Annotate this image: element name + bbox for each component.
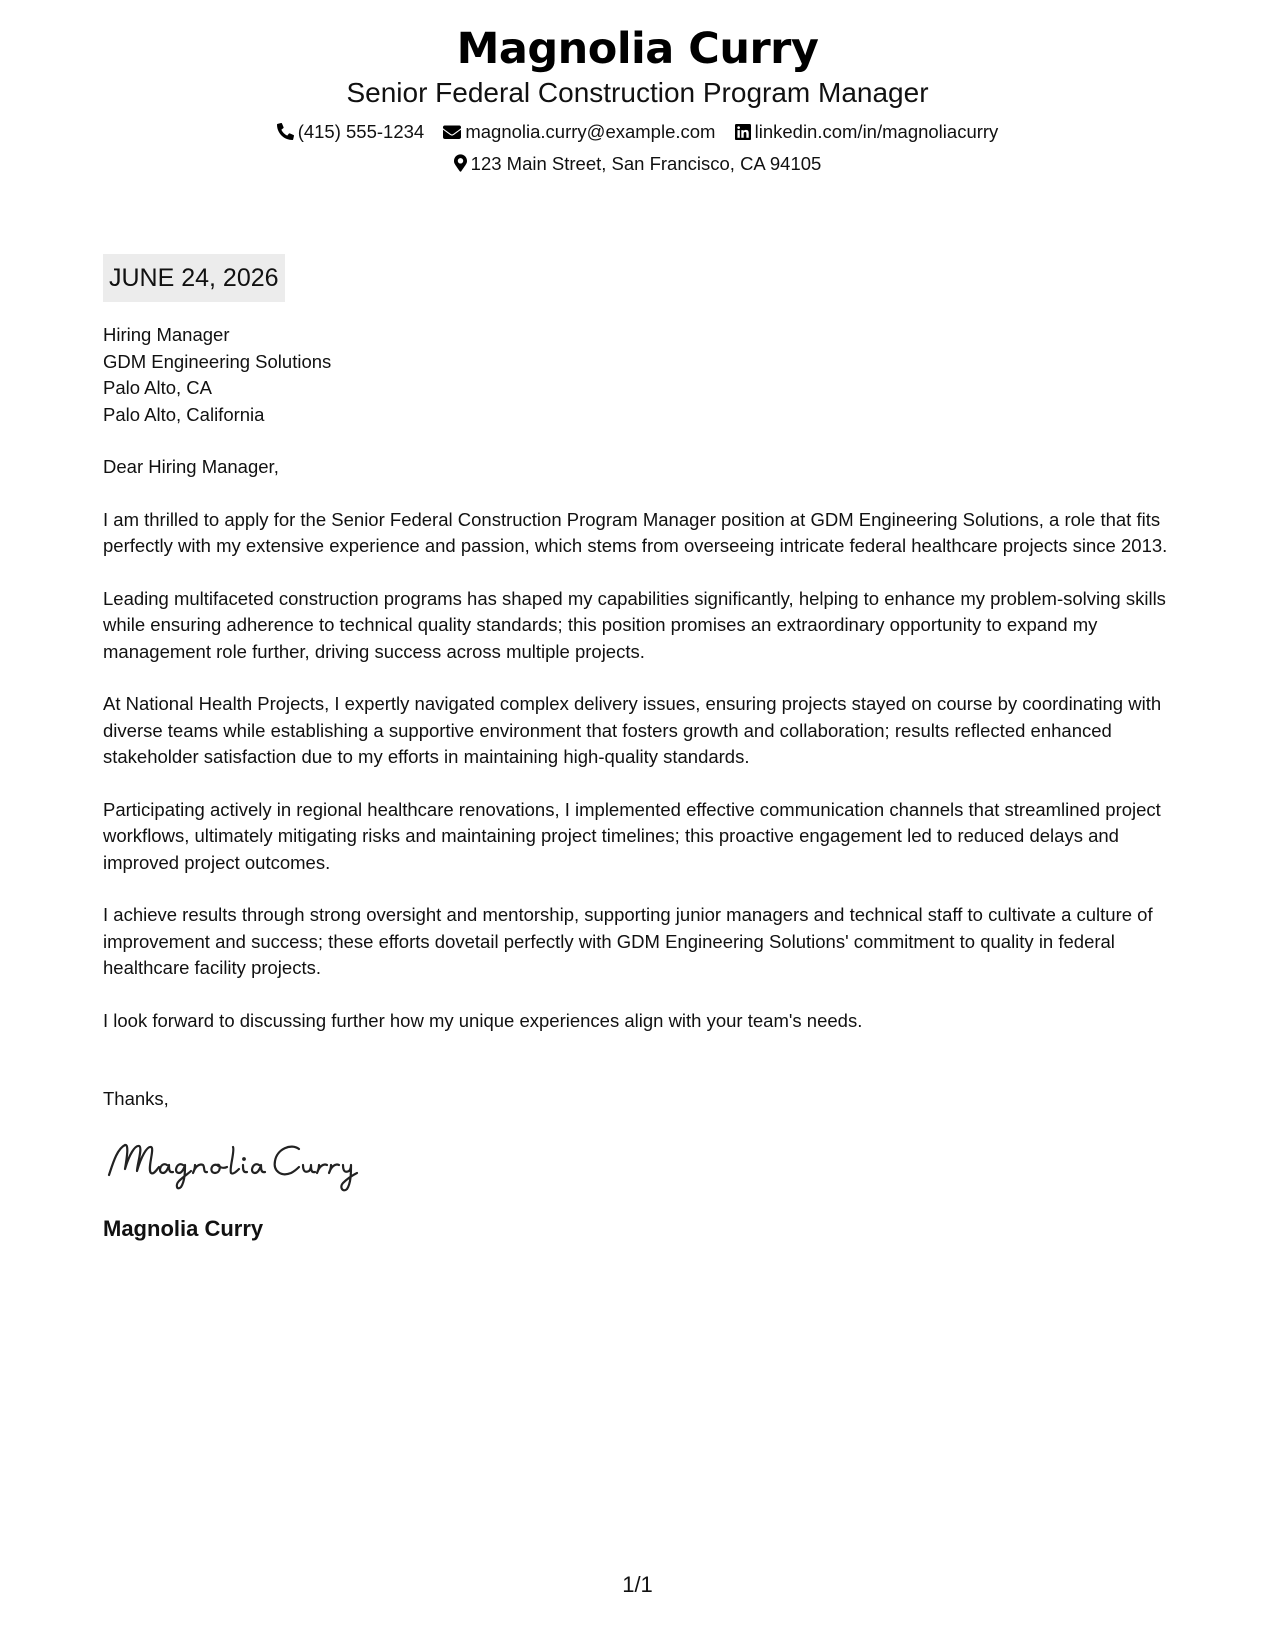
letter-body — [103, 254, 1178, 1243]
phone-text: (415) 555-1234 — [297, 121, 425, 142]
envelope-icon — [443, 125, 461, 140]
map-marker-icon — [454, 154, 467, 172]
recipient-line: Hiring Manager — [103, 324, 230, 345]
body-paragraph: Participating actively in regional healthcare renovations, I implemented effective communication channels that streamlined project workflows, ultimately mitigating risks and maintaining project timelines; this proactive engagement led to reduced delays and improved project outcomes. — [103, 798, 1161, 873]
closing: Thanks, — [103, 1088, 169, 1109]
email-text: magnolia.curry@example.com — [465, 121, 716, 142]
body-paragraph: I achieve results through strong oversight and mentorship, supporting junior managers and technical staff to cultivate a culture of improvement and success; these efforts dovetail perfectly with GDM Engineering Solutions' commitment to quality in federal healthcare facility projects. — [103, 904, 1153, 978]
recipient-line: GDM Engineering Solutions — [103, 350, 332, 372]
recipient-line: Palo Alto, CA — [103, 377, 213, 398]
letter-header — [0, 22, 1275, 176]
applicant-title: Senior Federal Construction Program Manager — [346, 77, 929, 108]
signer-name: Magnolia Curry — [103, 1215, 264, 1241]
contact-line-primary — [0, 120, 1275, 144]
contact-phone[interactable] — [277, 120, 425, 144]
handwritten-signature — [103, 1135, 1178, 1195]
body-paragraph: Leading multifaceted construction programs has shaped my capabilities significantly, helping to enhance my problem-solving skills while ensuring adherence to technical quality standards; this position promises an extraordinary opportunity to expand my management role further, driving success across multiple projects. — [103, 587, 1166, 662]
body-paragraph: At National Health Projects, I expertly navigated complex delivery issues, ensuring projects stayed on course by coordinating with diverse teams while establishing a supportive environment that fosters growth and collaboration; results reflected enhanced stakeholder satisfaction due to my efforts in maintaining high-quality standards. — [103, 693, 1162, 767]
contact-line-secondary — [0, 152, 1275, 176]
salutation: Dear Hiring Manager, — [103, 456, 279, 477]
body-paragraph: I am thrilled to apply for the Senior Federal Construction Program Manager position at GDM Engineering Solutions, a role that fits perfectly with my extensive experience and passion, which stems from overseeing intricate federal healthcare projects since 2013. — [103, 508, 1168, 556]
recipient-block — [103, 322, 1178, 428]
letter-date: JUNE 24, 2026 — [103, 254, 285, 302]
phone-icon — [277, 123, 294, 140]
body-paragraph: I look forward to discussing further how my unique experiences align with your team's needs. — [103, 1009, 863, 1031]
contact-linkedin[interactable] — [735, 120, 999, 144]
contact-email[interactable] — [443, 120, 715, 144]
linkedin-text: linkedin.com/in/magnoliacurry — [754, 121, 999, 142]
address-text: 123 Main Street, San Francisco, CA 94105 — [470, 153, 822, 174]
linkedin-icon — [735, 124, 751, 140]
page-number: 1/1 — [622, 1572, 653, 1597]
applicant-name: Magnolia Curry — [456, 24, 819, 74]
signature-graphic — [103, 1135, 363, 1195]
contact-address — [454, 152, 822, 176]
recipient-line: Palo Alto, California — [103, 403, 265, 425]
